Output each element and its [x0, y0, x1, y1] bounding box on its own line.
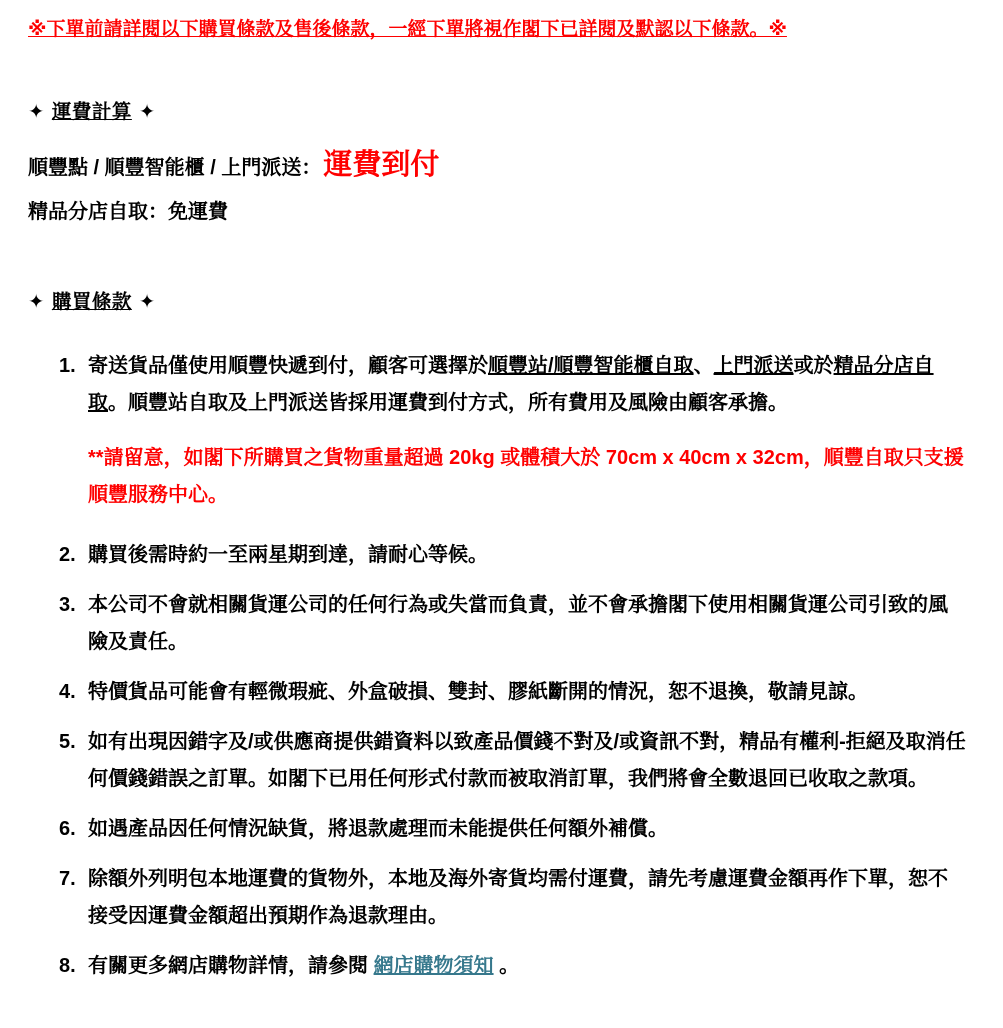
term-text-segment: 、: [693, 355, 714, 378]
term-item-2: [28, 537, 967, 574]
shipping-fee-section-title: [28, 96, 967, 124]
term-item-5: [28, 724, 967, 798]
term-number: 1.: [59, 355, 76, 378]
pre-order-notice: [28, 16, 967, 44]
term-text: 除額外列明包本地運費的貨物外，本地及海外寄貨均需付運費，請先考慮運費金額再作下單，恕不接受因運費金額超出預期作為退款理由。: [88, 868, 948, 928]
term-number: 7.: [59, 868, 76, 891]
purchase-terms-section-title: [28, 286, 967, 314]
term-text: 如有出現因錯字及/或供應商提供錯資料以致產品價錢不對及/或資訊不對，精品有權利-拒絕及取消任何價錢錯誤之訂單。如閣下已用任何形式付款而被取消訂單，我們將會全數退回已收取之款項。: [88, 731, 966, 791]
sf-station-pickup-text: 順豐站/順豐智能櫃自取: [488, 355, 694, 378]
term-1-main: [88, 348, 966, 422]
pre-order-notice-text: ※下單前請詳閱以下購買條款及售後條款，一經下單將視作閣下已詳閱及默認以下條款。※: [28, 19, 787, 40]
delivery-methods-line: [28, 150, 967, 182]
delivery-methods-label: 順豐點 / 順豐智能櫃 / 上門派送：: [28, 156, 322, 179]
term-text: [88, 348, 966, 524]
online-shopping-guide-link[interactable]: 網店購物須知: [373, 955, 494, 978]
store-pickup-free-shipping: 精品分店自取：免運費: [28, 201, 228, 224]
term-text-segment: 有關更多網店購物詳情，請參閱: [88, 955, 374, 978]
term-text: 特價貨品可能會有輕微瑕疵、外盒破損、雙封、膠紙斷開的情況，恕不退換，敬請見諒。: [88, 681, 868, 704]
store-pickup-text: 精品分店自取: [88, 355, 934, 415]
door-delivery-text: 上門派送: [713, 355, 794, 378]
term-text: [88, 948, 966, 985]
four-pointed-star-icon: ✦: [138, 100, 156, 123]
term-item-6: [28, 811, 967, 848]
term-number: 3.: [59, 594, 76, 617]
term-number: 5.: [59, 731, 76, 754]
four-pointed-star-icon: ✦: [28, 291, 45, 314]
term-item-7: [28, 861, 967, 935]
freight-collect-highlight: 運費到付: [323, 148, 440, 181]
term-item-3: [28, 587, 967, 661]
term-item-4: [28, 674, 967, 711]
purchase-terms-title-text: 購買條款: [51, 291, 132, 314]
shipping-fee-title-text: 運費計算: [51, 100, 132, 123]
term-number: 6.: [59, 818, 76, 841]
weight-limit-warning: **請留意，如閣下所購買之貨物重量超過 20kg 或體積大於 70cm x 40cm x 32cm，順豐自取只支援順豐服務中心。: [88, 447, 964, 507]
term-text: 如遇產品因任何情況缺貨，將退款處理而未能提供任何額外補償。: [88, 818, 668, 841]
term-item-8: [28, 948, 967, 985]
term-text-segment: 或於: [793, 355, 834, 378]
four-pointed-star-icon: ✦: [138, 291, 156, 314]
term-text-segment: 。: [493, 955, 520, 978]
four-pointed-star-icon: ✦: [28, 100, 45, 123]
term-number: 8.: [59, 955, 76, 978]
term-text-segment: 寄送貨品僅使用順豐快遞到付，顧客可選擇於: [88, 355, 488, 378]
term-text-segment: 。順豐站自取及上門派送皆採用運費到付方式，所有費用及風險由顧客承擔。: [108, 392, 788, 415]
term-number: 2.: [59, 544, 76, 567]
term-item-1: [28, 348, 967, 524]
term-text: 購買後需時約一至兩星期到達，請耐心等候。: [88, 544, 488, 567]
term-number: 4.: [59, 681, 76, 704]
term-text: 本公司不會就相關貨運公司的任何行為或失當而負責，並不會承擔閣下使用相關貨運公司引致的風險及責任。: [88, 594, 948, 654]
